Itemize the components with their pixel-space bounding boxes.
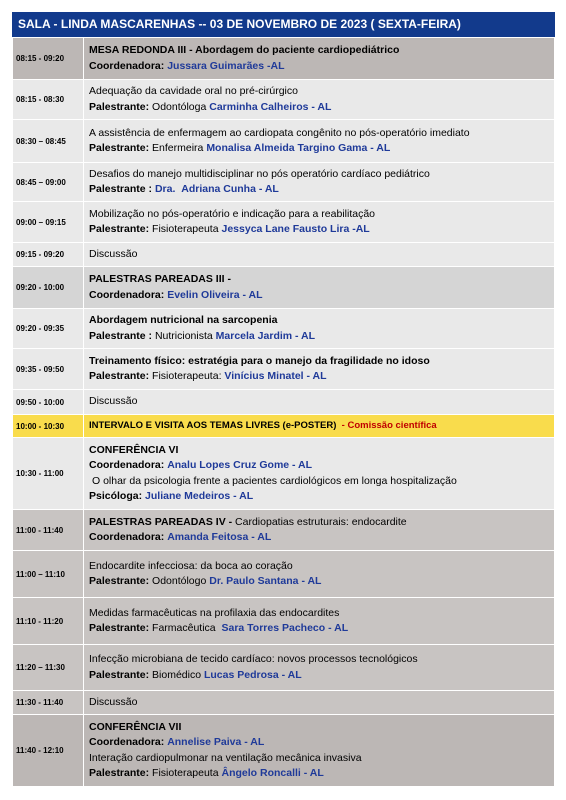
speaker-name: Analu Lopes Cruz Gome - AL [167, 459, 313, 471]
page-title: SALA - LINDA MASCARENHAS -- 03 DE NOVEMBRO DE 2023 ( SEXTA-FEIRA) [12, 12, 555, 37]
speaker-name: Jussara Guimarães -AL [167, 59, 285, 72]
table-row [13, 120, 555, 163]
role-label: Palestrante: [89, 575, 150, 587]
time-cell: 08:15 - 08:30 [13, 80, 84, 120]
break-title: INTERVALO E VISITA AOS TEMAS LIVRES (e-POSTER) [89, 420, 337, 432]
table-row [13, 349, 555, 390]
speaker-title: Odontóloga [152, 100, 207, 113]
speaker-title: Biomédico [152, 668, 202, 681]
talk-title: Treinamento físico: estratégia para o manejo da fragilidade no idoso [89, 354, 430, 367]
talk-title: Mobilização no pós-operatório e indicação para a reabilitação [89, 207, 376, 220]
speaker-title: Nutricionista [154, 329, 213, 342]
speaker-name: Lucas Pedrosa - AL [203, 668, 302, 681]
session-cell [84, 80, 555, 120]
role-label: Palestrante: [89, 622, 150, 634]
table-row [13, 598, 555, 645]
session-cell [84, 510, 555, 551]
talk-title: Interação cardiopulmonar na ventilação mecânica invasiva [89, 751, 362, 764]
table-row [13, 691, 555, 715]
role-label: Palestrante: [89, 668, 150, 681]
table-row [13, 267, 555, 309]
time-cell: 11:20 – 11:30 [13, 645, 84, 691]
role-label: Coordenadora: [89, 288, 165, 301]
time-cell: 11:00 - 11:40 [13, 510, 84, 551]
time-cell: 09:15 - 09:20 [13, 243, 84, 267]
session-title: MESA REDONDA III - Abordagem do paciente cardiopediátrico [89, 44, 400, 56]
session-cell [84, 645, 555, 691]
role-label: Palestrante : [89, 183, 153, 195]
role-label: Palestrante: [89, 370, 150, 382]
speaker-name: Ângelo Roncalli - AL [221, 767, 324, 779]
role-label: Palestrante: [89, 767, 150, 779]
time-cell: 09:00 – 09:15 [13, 202, 84, 243]
speaker-title: Odontólogo [152, 575, 207, 587]
talk-title: A assistência de enfermagem ao cardiopata congênito no pós-operatório imediato [89, 126, 470, 139]
time-cell: 08:45 – 09:00 [13, 163, 84, 202]
time-cell: 10:00 - 10:30 [13, 415, 84, 438]
session-title: CONFERÊNCIA VI [89, 443, 179, 456]
table-row [13, 202, 555, 243]
time-cell: 08:15 - 09:20 [13, 38, 84, 80]
speaker-name: Annelise Paiva - AL [167, 736, 265, 748]
time-cell: 09:35 - 09:50 [13, 349, 84, 390]
session-cell [84, 438, 555, 510]
speaker-name: Monalisa Almeida Targino Gama - AL [206, 142, 391, 154]
role-label: Coordenadora: [89, 531, 165, 543]
speaker-title: Enfermeira [152, 142, 204, 154]
role-label: Coordenadora: [89, 459, 165, 471]
session-cell [84, 349, 555, 390]
time-cell: 11:10 - 11:20 [13, 598, 84, 645]
table-row [13, 510, 555, 551]
speaker-title: Fisioterapeuta: [152, 370, 222, 382]
time-cell: 11:40 - 12:10 [13, 715, 84, 787]
session-title: PALESTRAS PAREADAS IV - [89, 515, 233, 528]
role-label: Palestrante: [89, 223, 150, 235]
time-cell: 08:30 – 08:45 [13, 120, 84, 163]
speaker-name: Jessyca Lane Fausto Lira -AL [221, 223, 370, 235]
session-title: CONFERÊNCIA VII [89, 720, 182, 733]
session-cell [84, 267, 555, 309]
session-cell [84, 551, 555, 598]
talk-title: Abordagem nutricional na sarcopenia [89, 314, 278, 326]
session-cell [84, 598, 555, 645]
session-title: PALESTRAS PAREADAS III - [89, 273, 231, 285]
session-cell [84, 120, 555, 163]
table-row [13, 80, 555, 120]
talk-title: Desafios do manejo multidisciplinar no pós operatório cardíaco pediátrico [89, 167, 430, 180]
role-label: Coordenadora: [89, 59, 165, 72]
role-label: Coordenadora: [89, 736, 165, 748]
time-cell: 09:20 - 10:00 [13, 267, 84, 309]
session-cell [84, 38, 555, 80]
talk-title: Endocardite infecciosa: da boca ao coração [89, 559, 293, 572]
speaker-name: Marcela Jardim - AL [215, 329, 316, 342]
table-row [13, 551, 555, 598]
session-cell [84, 202, 555, 243]
time-cell: 10:30 - 11:00 [13, 438, 84, 510]
time-cell: 11:30 - 11:40 [13, 691, 84, 715]
speaker-name: Dr. Paulo Santana - AL [209, 575, 322, 587]
talk-title: Medidas farmacêuticas na profilaxia das endocardites [89, 606, 340, 619]
time-cell: 11:00 – 11:10 [13, 551, 84, 598]
discussion-cell: Discussão [84, 390, 555, 415]
talk-title: O olhar da psicologia frente a pacientes cardiológicos em longa hospitalização [92, 474, 457, 487]
speaker-name: Evelin Oliveira - AL [167, 288, 263, 301]
role-label: Palestrante: [89, 100, 150, 113]
session-cell [84, 715, 555, 787]
speaker-name: Adriana Cunha - AL [181, 183, 279, 195]
speaker-name: Vinícius Minatel - AL [224, 370, 327, 382]
discussion-cell: Discussão [84, 691, 555, 715]
table-row [13, 438, 555, 510]
table-row [13, 390, 555, 415]
talk-title: Adequação da cavidade oral no pré-cirúrgico [89, 85, 298, 97]
table-row [13, 715, 555, 787]
schedule-sheet [12, 12, 555, 787]
table-row [13, 415, 555, 438]
table-row [13, 309, 555, 349]
speaker-title: Dra. [154, 183, 176, 195]
talk-title: Infecção microbiana de tecido cardíaco: novos processos tecnológicos [89, 653, 418, 665]
table-row [13, 38, 555, 80]
table-row [13, 243, 555, 267]
speaker-name: Amanda Feitosa - AL [167, 531, 272, 543]
table-row [13, 645, 555, 691]
break-cell [84, 415, 555, 438]
speaker-name: Carminha Calheiros - AL [209, 100, 332, 113]
speaker-title: Fisioterapeuta [152, 223, 219, 235]
table-row [13, 163, 555, 202]
role-label: Palestrante: [89, 142, 150, 154]
time-cell: 09:20 - 09:35 [13, 309, 84, 349]
speaker-title: Farmacêutica [152, 622, 216, 634]
role-label: Psicóloga: [89, 490, 143, 502]
speaker-name: Sara Torres Pacheco - AL [221, 622, 349, 634]
discussion-cell: Discussão [84, 243, 555, 267]
session-cell [84, 309, 555, 349]
time-cell: 09:50 - 10:00 [13, 390, 84, 415]
role-label: Palestrante : [89, 329, 153, 342]
session-subtitle: Cardiopatias estruturais: endocardite [235, 515, 407, 528]
session-cell [84, 163, 555, 202]
schedule-table [12, 37, 555, 787]
speaker-name: Juliane Medeiros - AL [145, 490, 254, 502]
break-note: - Comissão científica [341, 420, 437, 432]
speaker-title: Fisioterapeuta [152, 767, 219, 779]
